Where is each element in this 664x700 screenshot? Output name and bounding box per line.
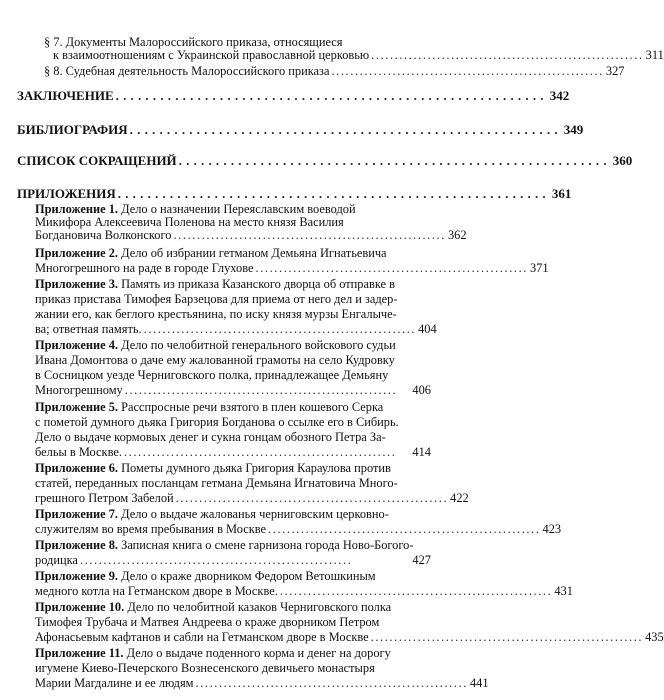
appendix-8-line-2	[35, 554, 431, 567]
heading-conclusion	[17, 88, 570, 103]
appendix-text: Дело по челобитной казаков Черниговского полка	[127, 600, 392, 614]
appendix-7-line-1	[35, 508, 431, 521]
appendix-label: Приложение 2.	[35, 246, 118, 260]
appendix-text: Дело о выдаче жалованья черниговским церковно-	[121, 507, 389, 521]
appendix-label: Приложение 5.	[35, 400, 118, 414]
dot-leader: ..........................................................	[143, 322, 417, 336]
appendix-3-line-2: приказ пристава Тимофея Барзецова для приема от него дел и задер-	[35, 292, 398, 306]
section-8-entry	[44, 64, 625, 78]
appendix-text: Дело по челобитной генерального войскового судьи	[121, 338, 396, 352]
dot-leader: ..........................................................	[255, 261, 528, 275]
dot-leader: ..........................................................	[129, 122, 562, 137]
page-number: 441	[469, 676, 489, 690]
appendix-text: Богдановича Волконского	[35, 228, 172, 242]
dot-leader: ..........................................................	[195, 676, 468, 690]
appendix-label: Приложение 9.	[35, 569, 118, 583]
heading-title: ПРИЛОЖЕНИЯ	[17, 186, 116, 201]
appendix-6-line-3	[35, 491, 469, 505]
dot-leader: ..........................................................	[115, 88, 548, 103]
appendix-label: Приложение 11.	[35, 646, 124, 660]
page-number: 427	[412, 553, 431, 567]
appendix-1-line-3	[35, 228, 467, 242]
dot-leader: ..........................................................	[173, 228, 446, 242]
section-7-line-1: § 7. Документы Малороссийского приказа, относящиеся	[44, 35, 343, 49]
appendix-3-line-1	[35, 278, 431, 291]
page-number: 311	[645, 48, 664, 62]
heading-bibliography	[17, 122, 584, 137]
appendix-5-line-3: Дело о выдаче кормовых денег и сукна гонцам обозного Петра За-	[35, 430, 386, 444]
appendix-text: Афонасьевым кафтанов и сабли на Гетманском дворе в Москве	[35, 630, 369, 644]
page-number: 404	[418, 322, 437, 336]
appendix-label: Приложение 10.	[35, 600, 125, 614]
heading-abbreviations	[17, 153, 633, 168]
appendix-7-line-2	[35, 522, 562, 536]
appendix-2-line-2	[35, 261, 549, 275]
appendix-4-line-2: Ивана Домонтова о даче ему жалованной грамоты на село Кудровку	[35, 353, 395, 367]
dot-leader: ..........................................................	[279, 584, 553, 598]
appendix-9-line-1	[35, 570, 431, 583]
appendix-text: Многогрешного на раде в городе Глухове	[35, 261, 254, 275]
dot-leader: ..........................................................	[178, 153, 611, 168]
appendix-11-line-1	[35, 647, 431, 660]
page-number: 371	[529, 261, 549, 275]
appendix-text: грешного Петром Забелой	[35, 491, 174, 505]
appendix-text: Многогрешному	[35, 383, 123, 397]
section-7-line-2: к взаимоотношениям с Украинской православной церковью	[53, 48, 370, 62]
appendix-5-line-4	[35, 446, 431, 459]
appendix-9-line-2	[35, 584, 573, 598]
appendix-text: родицка	[35, 553, 78, 567]
dot-leader: ..........................................................	[268, 522, 541, 536]
heading-title: СПИСОК СОКРАЩЕНИЙ	[17, 153, 177, 168]
appendix-10-line-1	[35, 601, 431, 614]
appendix-1-line-2: Микифора Алексеевича Поленова на место князя Василия	[35, 215, 344, 229]
appendix-text: Дело об избрании гетманом Демьяна Игнатьевича	[121, 246, 387, 260]
heading-title: БИБЛИОГРАФИЯ	[17, 122, 128, 137]
page-number: 422	[450, 491, 469, 505]
appendix-2-line-1	[35, 247, 431, 260]
appendix-text: Расспросные речи взятого в плен кошевого Серка	[121, 400, 384, 414]
heading-appendices	[17, 186, 572, 201]
appendix-label: Приложение 1.	[35, 202, 118, 216]
appendix-10-line-2: Тимофея Трубача и Матвея Андреева о краже дворником Петром	[35, 615, 380, 629]
section-7-entry	[53, 48, 664, 62]
appendix-text: бельы в Москве.	[35, 445, 122, 459]
appendix-label: Приложение 4.	[35, 338, 118, 352]
page-number: 349	[563, 122, 584, 137]
dot-leader: ..........................................................	[79, 553, 353, 567]
appendix-text: Память из приказа Казанского дворца об отправке в	[121, 277, 396, 291]
appendix-11-line-2: игумене Киево-Печерского Вознесенского девичьего монастыря	[35, 661, 375, 675]
page-number: 431	[554, 584, 573, 598]
dot-leader: ..........................................................	[175, 491, 449, 505]
appendix-11-line-3	[35, 676, 489, 690]
appendix-3-line-4	[35, 322, 437, 336]
page-number: 342	[549, 88, 570, 103]
appendix-text: Пометы думного дьяка Григория Караулова против	[121, 461, 391, 475]
appendix-10-line-3	[35, 630, 664, 644]
appendix-6-line-1	[35, 462, 431, 475]
appendix-label: Приложение 6.	[35, 461, 118, 475]
appendix-3-line-3: жании его, как беглого крестьянина, по иску князя мурзы Енгалыче-	[35, 307, 397, 321]
appendix-text: медного котла на Гетманском дворе в Москве.	[35, 584, 278, 598]
dot-leader: ..........................................................	[124, 383, 398, 397]
page-number: 327	[605, 64, 625, 78]
appendix-label: Приложение 3.	[35, 277, 118, 291]
page-number: 435	[645, 630, 664, 644]
appendix-8-line-1	[35, 539, 431, 552]
appendix-text: Дело о краже дворником Федором Ветошкиным	[121, 569, 376, 583]
dot-leader: ..........................................................	[370, 630, 644, 644]
appendix-text: Записная книга о смене гарнизона города Ново-Богого-	[121, 538, 414, 552]
dot-leader: ..........................................................	[331, 64, 604, 78]
page-number: 360	[612, 153, 633, 168]
appendix-text: Дело о выдаче поденного корма и денег на дорогу	[126, 646, 391, 660]
page-number: 362	[447, 228, 467, 242]
appendix-6-line-2: статей, переданных посланцам гетмана Демьяна Игнатовича Много-	[35, 476, 398, 490]
appendix-text: ва; ответная память.	[35, 322, 142, 336]
appendix-4-line-3: в Сосницком уезде Черниговского полка, принадлежащее Демьяну	[35, 368, 389, 382]
dot-leader: ..........................................................	[371, 48, 644, 62]
dot-leader: ..........................................................	[123, 445, 397, 459]
page-number: 414	[412, 445, 431, 459]
appendix-5-line-1	[35, 401, 431, 414]
dot-leader: ..........................................................	[117, 186, 550, 201]
appendix-text: служителям во время пребывания в Москве	[35, 522, 267, 536]
appendix-5-line-2: с пометой думного дьяка Григория Богданова о ссылке его в Сибирь.	[35, 415, 399, 429]
appendix-label: Приложение 7.	[35, 507, 118, 521]
appendix-text: Дело о назначении Переяславским воеводой	[121, 202, 356, 216]
appendix-4-line-4	[35, 384, 431, 397]
appendix-4-line-1	[35, 339, 431, 352]
appendix-label: Приложение 8.	[35, 538, 118, 552]
page-number: 361	[551, 186, 572, 201]
page-number: 406	[412, 383, 431, 397]
page-number: 423	[542, 522, 562, 536]
section-8-title: § 8. Судебная деятельность Малороссийского приказа	[44, 64, 330, 78]
appendix-text: Марии Магдалине и ее людям	[35, 676, 194, 690]
heading-title: ЗАКЛЮЧЕНИЕ	[17, 88, 114, 103]
